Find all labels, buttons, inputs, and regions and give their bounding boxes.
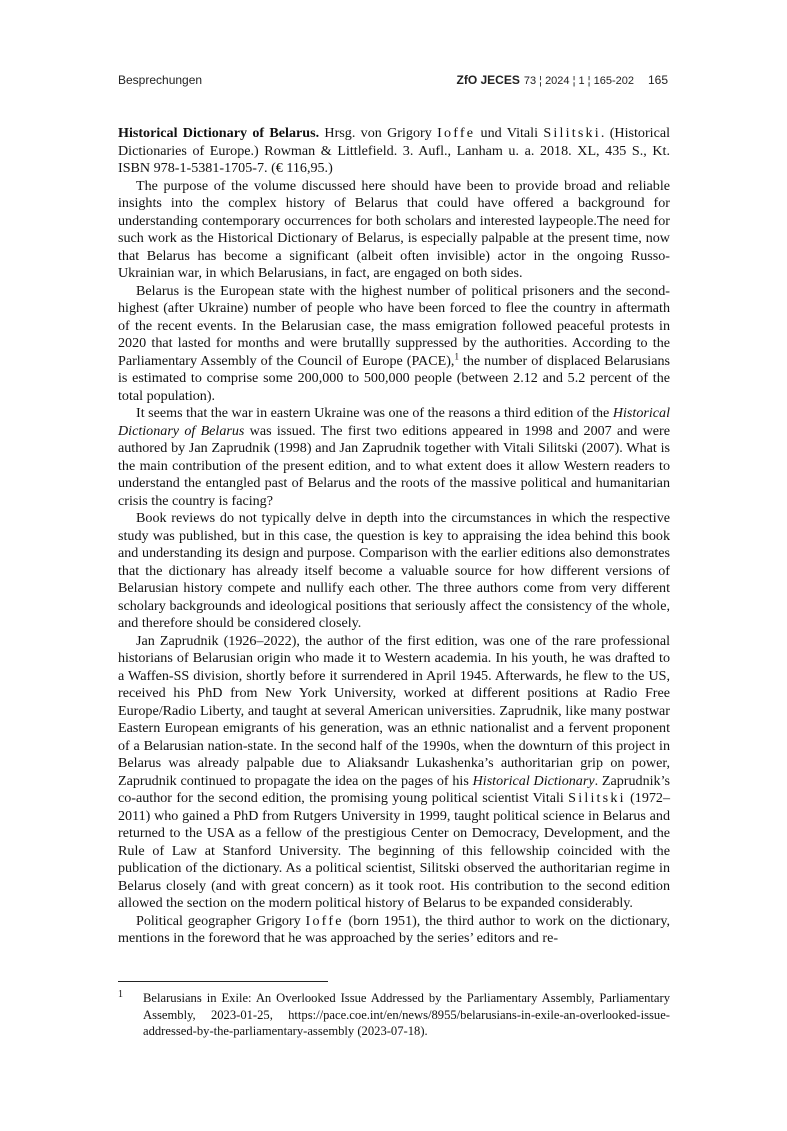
paragraph — [118, 633, 670, 913]
page-number: 165 — [647, 73, 668, 87]
review-body — [118, 125, 670, 948]
citation-text: . (Historical Dictionaries of Europe.) Rowman & Littlefield. 3. Aufl., Lanham u. a. 2018. XL, 435 S., Kt. ISBN 978-1-5381-1705-7. (€ 116,95.) — [118, 125, 670, 176]
citation-text: Hrsg. von Grigory — [324, 125, 432, 141]
footnote-text: Belarusians in Exile: An Overlooked Issue Addressed by the Parliamentary Assembly, Parliamentary Assembly, 2023-01-25, https://pace.coe.int/en/news/8955/belarusians-in-exile-an-overlooked-issue-addressed-by-the-parliamentary-assembly (2023-07-18). — [143, 991, 670, 1038]
paragraph: Book reviews do not typically delve in depth into the circumstances in which the respective study was published, but in this case, the question is key to appraising the idea behind this book and understanding its design and purpose. Comparison with the earlier editions also demonstrates that the dictionary has already itself become a valuable source for how different versions of Belarusian history compete and nullify each other. The three authors come from very different scholary backgrounds and ideological positions that seriously affect the consistency of the whole, and therefore should be considered closely. — [118, 510, 670, 631]
paragraph-text: Jan Zaprudnik (1926–2022), the author of the first edition, was one of the rare professional historians of Belarusian origin who made it to Western academia. In his youth, he was drafted to a Waffen-SS division, shortly before it surrendered in April 1945. Afterwards, he flew to the US, received his PhD from New York University, worked at different positions at Radio Free Europe/Radio Liberty, and taught at several American universities. Zaprudnik, like many postwar Eastern European emigrants of his generation, was an ethnic nationalist and a fervent proponent of a Belarusian nation-state. In the second half of the 1990s, when the downturn of this project in Belarus was already palpable due to Aliaksandr Lukashenka’s authoritarian grip on power, Zaprudnik continued to propagate the idea on the pages of his — [118, 632, 670, 789]
journal-info — [457, 73, 669, 87]
paragraph-text: (1972–2011) who gained a PhD from Rutgers University in 1999, taught political science in Belarus and returned to the USA as a fellow of the prestigious Center on Democracy, Development, and the Rule of Law at Stanford University. The beginning of this fellowship coincided with the publication of the dictionary. As a political scientist, Silitski observed the authoritarian regime in Belarus closely (and with great concern) as it took root. His contribution to the second edition allowed the section on the modern political history of Belarus to be expanded considerably. — [118, 790, 671, 911]
editor-name: Ioffe — [437, 125, 476, 141]
paragraph-text: Belarus is the European state with the highest number of political prisoners and the second-highest (after Ukraine) number of people who have been forced to flee the country in aftermath of the recent events. In the Belarusian case, the mass emigration followed peaceful protests in 2020 that lasted for months and were brutallly suppressed by the authorities. According to the Parliamentary Assembly of the Council of Europe (PACE), — [118, 282, 670, 369]
paragraph-text: was issued. The first two editions appeared in 1998 and 2007 and were authored by Jan Zaprudnik (1998) and Jan Zaprudnik together with Vitali Silitski (2007). What is the main contribution of the present edition, and to what extent does it allow Western readers to understand the entangled past of Belarus and the roots of the massive political and humanitarian crisis the country is facing? — [118, 422, 670, 509]
paragraph-text: Political geographer Grigory — [136, 912, 306, 929]
italic-title: Historical Dictionary of Belarus — [118, 405, 670, 439]
journal-name: ZfO JECES — [456, 73, 520, 87]
paragraph — [118, 283, 670, 406]
paragraph-text: . Zaprudnik’s co-author for the second edition, the promising young political scientist Vitali — [118, 772, 670, 806]
paragraph — [118, 405, 670, 510]
paragraph-text: It seems that the war in eastern Ukraine was one of the reasons a third edition of the — [136, 405, 613, 421]
citation-text: und Vitali — [480, 125, 538, 141]
book-title: Historical Dictionary of Belarus. — [118, 125, 320, 141]
paragraph: The purpose of the volume discussed here should have been to provide broad and reliable insights into the complex history of Belarus that could have offered a background for understanding contemporary occurrences for both scholars and interested laypeople.The need for such work as the Historical Dictionary of Belarus, is especially palpable at the present time, now that Belarus has become a significant (albeit often invisible) actor in the ongoing Russo-Ukrainian war, in which Belarusians, in fact, are engaged on both sides. — [118, 177, 670, 281]
author-name: Ioffe — [305, 912, 344, 929]
issue-info: 73 ¦ 2024 ¦ 1 ¦ 165-202 — [523, 75, 634, 87]
paragraph — [118, 913, 670, 948]
footnote — [118, 990, 670, 1040]
italic-title: Historical Dictionary — [472, 772, 595, 789]
review-citation — [118, 125, 670, 178]
footnote-ref[interactable]: 1 — [454, 350, 459, 361]
author-name: Silitski — [568, 790, 626, 806]
footnote-number: 1 — [118, 989, 123, 1000]
editor-name: Silitski — [543, 125, 601, 141]
running-header — [118, 73, 668, 93]
footnote-divider — [118, 981, 328, 982]
paragraph-text: the number of displaced Belarusians is estimated to comprise some 200,000 to 500,000 people (between 2.12 and 5.2 percent of the total population). — [118, 352, 671, 404]
section-label: Besprechungen — [118, 73, 203, 87]
paragraph-text: (born 1951), the third author to work on the dictionary, mentions in the foreword that he was approached by the series’ editors and re- — [118, 912, 670, 946]
